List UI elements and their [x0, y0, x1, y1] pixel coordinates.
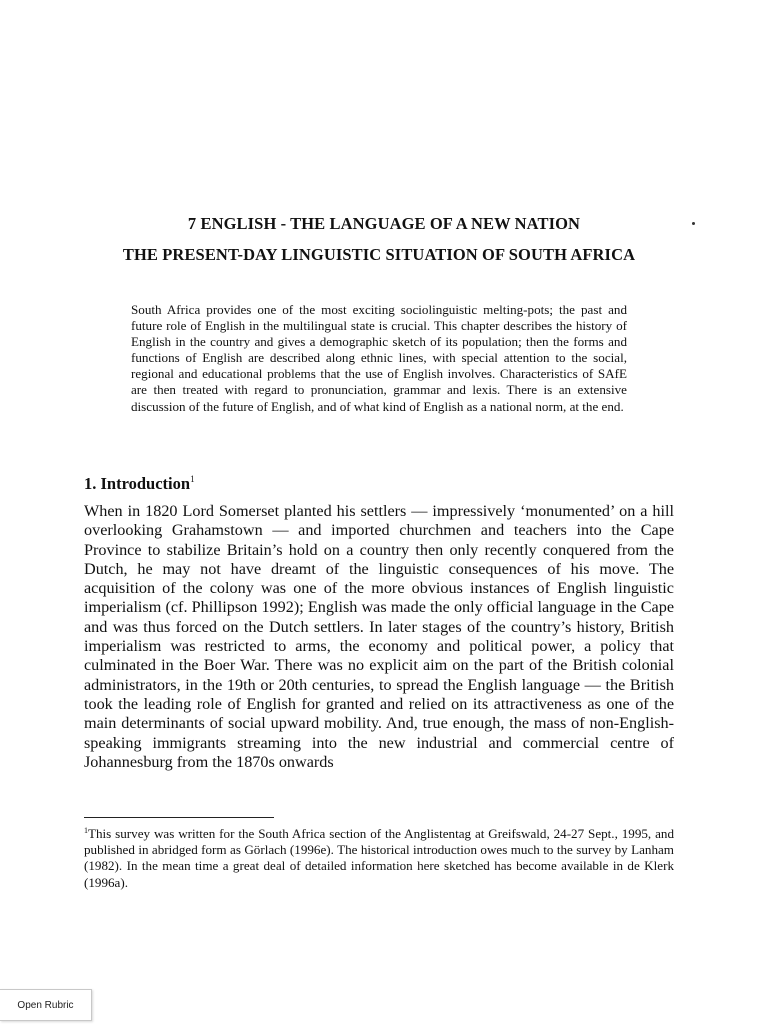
body-paragraph: When in 1820 Lord Somerset planted his settlers — impressively ‘monumented’ on a hill overlooking Grahamstown — and imported churchmen and teachers into the Cape Province to stabilize Britain’s hold on a country then only recently conquered from the Dutch, he may not have dreamt of the linguistic consequences of his move. The acquisition of the colony was one of the more obvious instances of English linguistic imperialism (cf. Phillipson 1992); English was made the only official language in the Cape and was thus forced on the Dutch settlers. In later stages of the country’s history, British imperialism was restricted to arms, the economy and political power, a policy that culminated in the Boer War. There was no explicit aim on the part of the British colonial administrators, in the 19th or 20th centuries, to spread the English language — the British took the leading role of English for granted and relied on its attractiveness as one of the main determinants of social upward mobility. And, true enough, the mass of non-English-speaking immigrants streaming into the new industrial and commercial centre of Johannesburg from the 1870s onwards: [84, 502, 674, 771]
open-rubric-button[interactable]: Open Rubric: [0, 989, 92, 1021]
footnote-divider: [84, 817, 274, 818]
footnote-reference: 1: [190, 474, 195, 484]
footnote-marker: 1: [84, 826, 88, 835]
footnote: [84, 823, 674, 891]
chapter-title: 7 ENGLISH - THE LANGUAGE OF A NEW NATION: [187, 214, 581, 233]
section-heading: [84, 474, 195, 494]
scan-speck: [692, 222, 695, 225]
section-heading-text: 1. Introduction: [84, 474, 191, 493]
chapter-subtitle: THE PRESENT-DAY LINGUISTIC SITUATION OF SOUTH AFRICA: [122, 245, 636, 264]
chapter-abstract: South Africa provides one of the most exciting sociolinguistic melting-pots; the past and future role of English in the multilingual state is crucial. This chapter describes the history of English in the country and gives a demographic sketch of its population; then the forms and functions of English are described along ethnic lines, with special attention to the social, regional and educational problems that the use of English involves. Characteristics of SAfE are then treated with regard to pronunciation, grammar and lexis. There is an extensive discussion of the future of English, and of what kind of English as a national norm, at the end.: [131, 302, 627, 414]
footnote-text: This survey was written for the South Africa section of the Anglistentag at Greifswald, 24-27 Sept., 1995, and published in abridged form as Görlach (1996e). The historical introduction owes much to the survey by Lanham (1982). In the mean time a great deal of detailed information here sketched has become available in de Klerk (1996a).: [84, 826, 674, 890]
